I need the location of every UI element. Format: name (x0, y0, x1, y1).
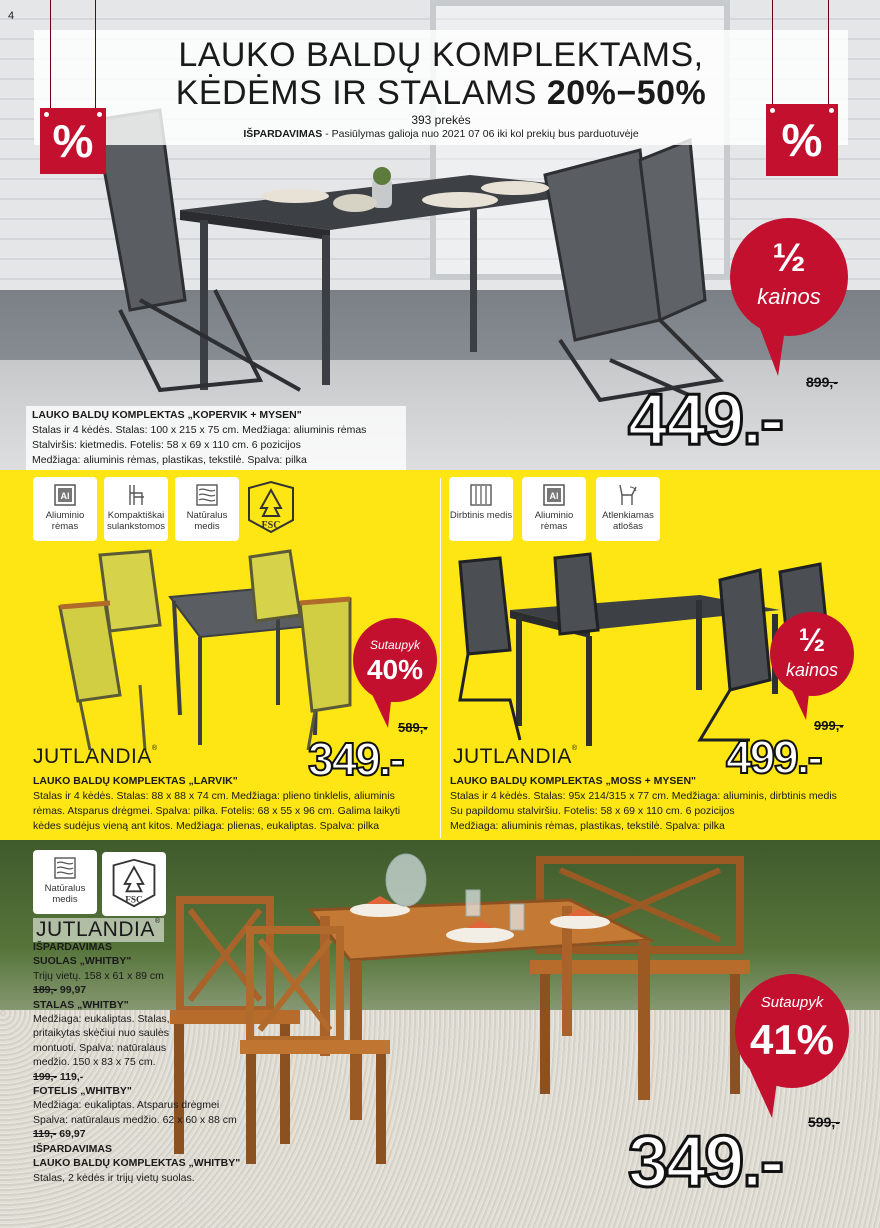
table-desc-2: pritaikytas skėčiui nuo saulės (33, 1027, 169, 1040)
reclining-back-icon (616, 483, 640, 507)
chair-desc-2: Spalva: natūralaus medžio. 62 x 60 x 88 cm (33, 1113, 237, 1126)
set-desc: Stalas, 2 kėdės ir trijų vietų suolas. (33, 1171, 195, 1184)
natural-wood-icon (53, 856, 77, 880)
larvik-brand (33, 745, 158, 769)
larvik-set-image (50, 545, 370, 755)
percent-tag-left: % (40, 108, 106, 174)
whitby-sale-label-1: IŠPARDAVIMAS (33, 941, 112, 953)
moss-description (450, 774, 870, 834)
whitby-set-image (170, 840, 770, 1170)
whitby-brand-name: JUTLANDIA (36, 918, 155, 941)
whitby-brand-mark: ® (154, 918, 161, 925)
hero-desc-line2: Stalviršis: kietmedis. Fotelis: 58 x 69 x 110 cm. 6 pozicijos (32, 439, 301, 451)
larvik-price-value: 349.- (308, 733, 403, 785)
natural-wood-icon (195, 483, 219, 507)
column-divider (440, 478, 441, 838)
moss-brand (453, 745, 578, 769)
tag-string-left-2 (95, 0, 96, 110)
table-desc-4: medžio. 150 x 83 x 75 cm. (33, 1056, 156, 1069)
moss-bubble-tail (786, 682, 816, 722)
sale-label: IŠPARDAVIMAS (243, 128, 323, 140)
whitby-price (628, 1122, 783, 1202)
whitby-save-label: Sutaupyk (760, 994, 824, 1011)
larvik-description (33, 774, 438, 834)
larvik-brand-mark: ® (151, 745, 158, 752)
whitby-old-price: 599,- (808, 1114, 840, 1130)
larvik-desc-line3: kėdes sudėjus vieną ant kitos. Medžiaga: plienas, eukaliptas. Spalva: pilka (33, 820, 380, 832)
whitby-save-value: 41% (749, 1016, 835, 1063)
tag-string-right-2 (828, 0, 829, 108)
table-price-line (33, 1070, 243, 1084)
feature-natural-wood (33, 850, 97, 914)
table-name: STALAS „WHITBY" (33, 998, 129, 1011)
set-name: LAUKO BALDŲ KOMPLEKTAS „WHITBY" (33, 1157, 241, 1170)
tag-string-right (772, 0, 773, 108)
larvik-product-name: LAUKO BALDŲ KOMPLEKTAS „LARVIK" (33, 775, 238, 787)
larvik-desc-line2: rėmas. Atsparus drėgmei. Spalva: pilka. Fotelis: 68 x 55 x 96 cm. Galima laikyti (33, 805, 401, 817)
whitby-sale-label-2: IŠPARDAVIMAS (33, 1142, 112, 1155)
svg-text:Al: Al (549, 491, 559, 501)
hero-price-value: 449.- (628, 380, 783, 460)
page-title-line1: LAUKO BALDŲ KOMPLEKTAMS, (178, 36, 704, 74)
chair-old-price: 119,- (33, 1128, 57, 1141)
feature-aluminium (33, 477, 97, 541)
fsc-box (102, 852, 166, 916)
feature-aluminium (522, 477, 586, 541)
feature-reclining-back (596, 477, 660, 541)
sale-validity: - Pasiūlymas galioja nuo 2021 07 06 iki kol prekių bus parduotuvėje (322, 128, 639, 140)
whitby-description (33, 940, 243, 1185)
hero-desc-line3: Medžiaga: aliuminis rėmas, plastikas, tekstilė. Spalva: pilka (32, 454, 307, 466)
feature-label: Aliuminio rėmas (534, 510, 574, 532)
title-discount: 20%−50% (546, 74, 707, 112)
moss-half-label: kainos (785, 660, 839, 680)
moss-price-value: 499.- (726, 731, 821, 783)
chair-price-line (33, 1127, 243, 1141)
items-count: 393 prekės (411, 113, 471, 127)
fsc-label: FSC (125, 895, 143, 906)
hero-section (0, 0, 880, 470)
aluminium-icon (53, 483, 77, 507)
bench-price-line (33, 983, 243, 997)
fsc-label: FSC (261, 520, 281, 531)
feature-label: Kompaktiškai sulankstomos (106, 510, 166, 532)
bench-name: SUOLAS „WHITBY" (33, 955, 132, 968)
chair-name: FOTELIS „WHITBY" (33, 1085, 132, 1098)
feature-label: Dirbtinis medis (449, 510, 513, 521)
table-old-price: 199,- (33, 1070, 57, 1083)
hero-description (26, 406, 406, 470)
larvik-bubble-tail (368, 690, 398, 730)
artificial-wood-icon (469, 483, 493, 507)
larvik-save-value: 40% (366, 654, 424, 685)
feature-stackable (104, 477, 168, 541)
moss-old-price: 999,- (814, 718, 844, 733)
half-label: kainos (757, 284, 821, 309)
hero-desc-line1: Stalas ir 4 kėdės. Stalas: 100 x 215 x 75 cm. Medžiaga: aliuminis rėmas (32, 424, 367, 436)
table-new-price: 119,- (59, 1070, 84, 1083)
fsc-logo-icon (243, 480, 299, 534)
hero-product-name: LAUKO BALDŲ KOMPLEKTAS „KOPERVIK + MYSEN" (32, 409, 302, 421)
moss-desc-line2: Su papildomu stalviršiu. Fotelis: 58 x 69 x 110 cm. 6 pozicijos (450, 805, 735, 817)
bench-new-price: 99,97 (59, 984, 87, 997)
chair-new-price: 69,97 (59, 1128, 86, 1141)
moss-half-fraction: ½ (798, 622, 826, 658)
moss-product-name: LAUKO BALDŲ KOMPLEKTAS „MOSS + MYSEN" (450, 775, 697, 787)
larvik-desc-line1: Stalas ir 4 kėdės. Stalas: 88 x 88 x 74 cm. Medžiaga: plieno tinklelis, aliuminis (33, 790, 395, 802)
percent-tag-right: % (766, 104, 838, 176)
bubble-tail (752, 318, 792, 378)
moss-brand-name: JUTLANDIA (453, 745, 572, 768)
feature-label: Atlenkiamas atlošas (602, 510, 654, 532)
whitby-bubble-tail (748, 1070, 784, 1120)
hero-old-price: 899,- (806, 374, 838, 390)
half-fraction: ½ (772, 236, 806, 280)
stackable-icon (124, 483, 148, 507)
moss-desc-line3: Medžiaga: aliuminis rėmas, plastikas, tekstilė. Spalva: pilka (450, 820, 725, 832)
page-title-line2 (34, 74, 848, 112)
bench-old-price: 189,- (33, 984, 57, 997)
tag-string-left (50, 0, 51, 110)
larvik-old-price: 589,- (398, 720, 428, 735)
fsc-logo-icon (108, 856, 160, 910)
larvik-brand-name: JUTLANDIA (33, 745, 152, 768)
aluminium-icon (542, 483, 566, 507)
bench-desc: Trijų vietų. 158 x 61 x 89 cm (33, 969, 164, 982)
sale-note (34, 128, 848, 140)
svg-text:Al: Al (60, 491, 70, 501)
title-text: KĖDĖMS IR STALAMS (175, 74, 537, 112)
whitby-brand (33, 918, 164, 942)
feature-label: Aliuminio rėmas (45, 510, 85, 532)
page-number: 4 (8, 10, 15, 22)
feature-natural-wood (175, 477, 239, 541)
table-desc-3: montuoti. Spalva: natūralaus (33, 1041, 167, 1054)
whitby-price-value: 349.- (628, 1122, 783, 1202)
table-desc-1: Medžiaga: eukaliptas. Stalas, (33, 1013, 170, 1026)
chair-desc-1: Medžiaga: eukaliptas. Atsparus drėgmei (33, 1099, 220, 1112)
larvik-save-label: Sutaupyk (369, 638, 421, 652)
moss-brand-mark: ® (571, 745, 578, 752)
feature-artificial-wood (449, 477, 513, 541)
title-panel (34, 30, 848, 145)
hero-price (628, 380, 783, 460)
moss-desc-line1: Stalas ir 4 kėdės. Stalas: 95x 214/315 x 77 cm. Medžiaga: aliuminis, dirbtinis medis (450, 790, 837, 802)
feature-label: Natūralus medis (44, 883, 86, 905)
feature-label: Natūralus medis (186, 510, 228, 532)
